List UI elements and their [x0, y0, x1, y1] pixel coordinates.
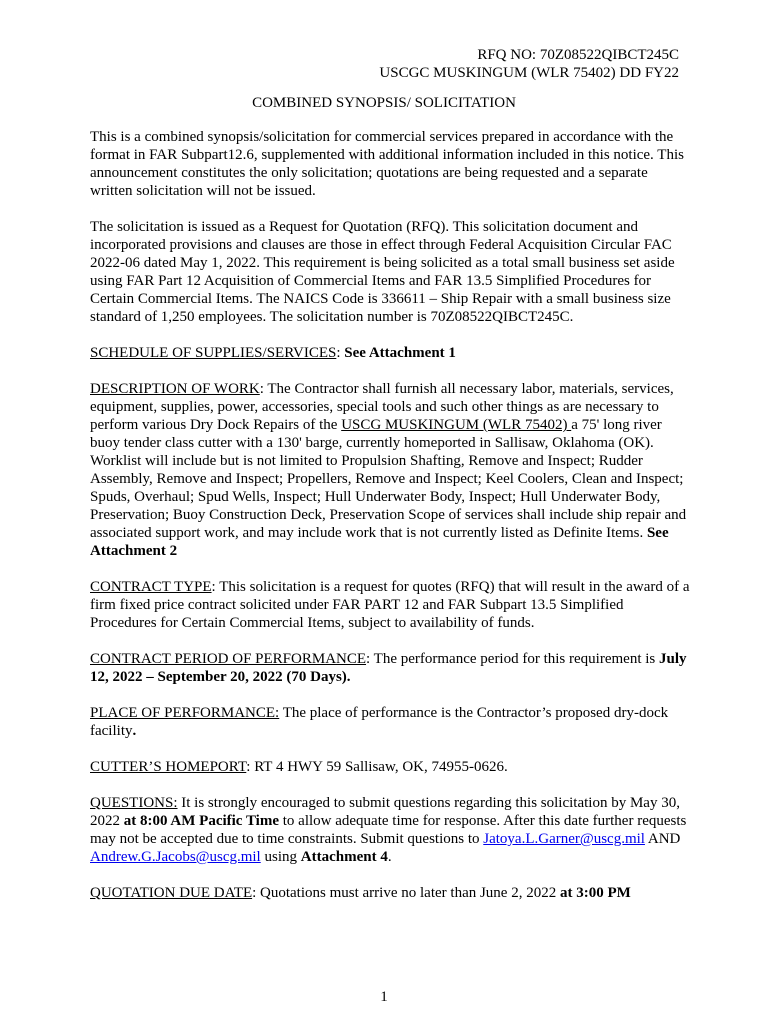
document-body	[90, 128, 690, 920]
homeport-text: : RT 4 HWY 59 Sallisaw, OK, 74955-0626.	[246, 759, 508, 775]
place-label: PLACE OF PERFORMANCE:	[90, 705, 280, 721]
description-text-2: a 75' long river buoy tender class cutter with a 130' barge, currently homeported in Sallisaw, Oklahoma (OK). Worklist will include but is not limited to Propulsion Shafting, Remove and Inspect; Rudder Assembly, Remove and Inspect; Propellers, Remove and Inspect; Keel Coolers, Clean and Inspect; Spuds, Overhaul; Spud Wells, Inspect; Hull Underwater Body, Inspect; Hull Underwater Body, Preservation; Buoy Construction Deck, Preservation Scope of services shall include ship repair and associated support work, and may include work that is not currently listed as Definite Items.	[90, 417, 687, 541]
homeport-label: CUTTER’S HOMEPORT	[90, 759, 247, 775]
contract-type-text: : This solicitation is a request for quotes (RFQ) that will result in the award of a firm fixed price contract solicited under FAR PART 12 and FAR Subpart 13.5 Simplified Procedures for Certain Commercial Items, subject to availability of funds.	[90, 579, 690, 631]
email-link-garner[interactable]: Jatoya.L.Garner@uscg.mil	[483, 831, 645, 847]
description-section	[90, 380, 690, 560]
period-dates: July 12, 2022 – September 20, 2022 (70 Days).	[90, 651, 687, 685]
schedule-sep: :	[336, 345, 345, 361]
questions-label: QUESTIONS:	[90, 795, 178, 811]
description-text-1: : The Contractor shall furnish all necessary labor, materials, services, equipment, supplies, power, accessories, special tools and such other things as are necessary to perform various Dry Dock Repairs of the	[90, 381, 674, 433]
schedule-label: SCHEDULE OF SUPPLIES/SERVICES	[90, 345, 337, 361]
due-date-time: at 3:00 PM	[559, 885, 631, 901]
period-label: CONTRACT PERIOD OF PERFORMANCE	[90, 651, 367, 667]
due-date-label: QUOTATION DUE DATE	[90, 885, 253, 901]
description-vessel: USCG MUSKINGUM (WLR 75402)	[341, 417, 572, 433]
place-text: The place of performance is the Contractor’s proposed dry-dock facility	[90, 705, 669, 739]
questions-using: using	[260, 849, 301, 865]
schedule-attachment: See Attachment 1	[344, 345, 456, 361]
email-link-jacobs[interactable]: Andrew.G.Jacobs@uscg.mil	[90, 849, 261, 865]
place-period: .	[132, 723, 137, 739]
questions-end: .	[387, 849, 392, 865]
description-attachment: See Attachment 2	[90, 525, 669, 559]
questions-section	[90, 794, 690, 866]
questions-attachment: Attachment 4	[300, 849, 388, 865]
contract-type-section	[90, 578, 690, 632]
schedule-section	[90, 344, 690, 362]
intro-paragraph: This is a combined synopsis/solicitation for commercial services prepared in accordance with the format in FAR Subpart12.6, supplemented with additional information included in this notice. This announcement constitutes the only solicitation; quotations are being requested and a separate written solicitation will not be issued.	[90, 129, 684, 199]
questions-text-1: It is strongly encouraged to submit questions regarding this solicitation by May 30, 2022	[90, 795, 680, 829]
page-number: 1	[380, 989, 388, 1005]
questions-text-2: to allow adequate time for response. After this date further requests may not be accepted due to time constraints. Submit questions to	[90, 813, 687, 847]
due-date-section	[90, 884, 690, 902]
description-label: DESCRIPTION OF WORK	[90, 381, 260, 397]
vessel-designation: USCGC MUSKINGUM (WLR 75402) DD FY22	[379, 65, 679, 81]
due-date-text: : Quotations must arrive no later than June 2, 2022	[252, 885, 560, 901]
questions-deadline-time: at 8:00 AM Pacific Time	[123, 813, 279, 829]
period-section	[90, 650, 690, 686]
contract-type-label: CONTRACT TYPE	[90, 579, 212, 595]
place-section	[90, 704, 690, 740]
period-text: : The performance period for this requirement is	[366, 651, 659, 667]
solicitation-paragraph: The solicitation is issued as a Request for Quotation (RFQ). This solicitation document and incorporated provisions and clauses are those in effect through Federal Acquisition Circular FAC 2022-06 dated May 1, 2022. This requirement is being solicited as a total small business set aside using FAR Part 12 Acquisition of Commercial Items and FAR 13.5 Simplified Procedures for Certain Commercial Items. The NAICS Code is 336611 – Ship Repair with a small business size standard of 1,250 employees. The solicitation number is 70Z08522QIBCT245C.	[90, 219, 675, 325]
document-header	[379, 46, 679, 82]
homeport-section	[90, 758, 690, 776]
questions-and: AND	[644, 831, 681, 847]
rfq-number: RFQ NO: 70Z08522QIBCT245C	[477, 47, 679, 63]
page-title: COMBINED SYNOPSIS/ SOLICITATION	[252, 95, 516, 111]
